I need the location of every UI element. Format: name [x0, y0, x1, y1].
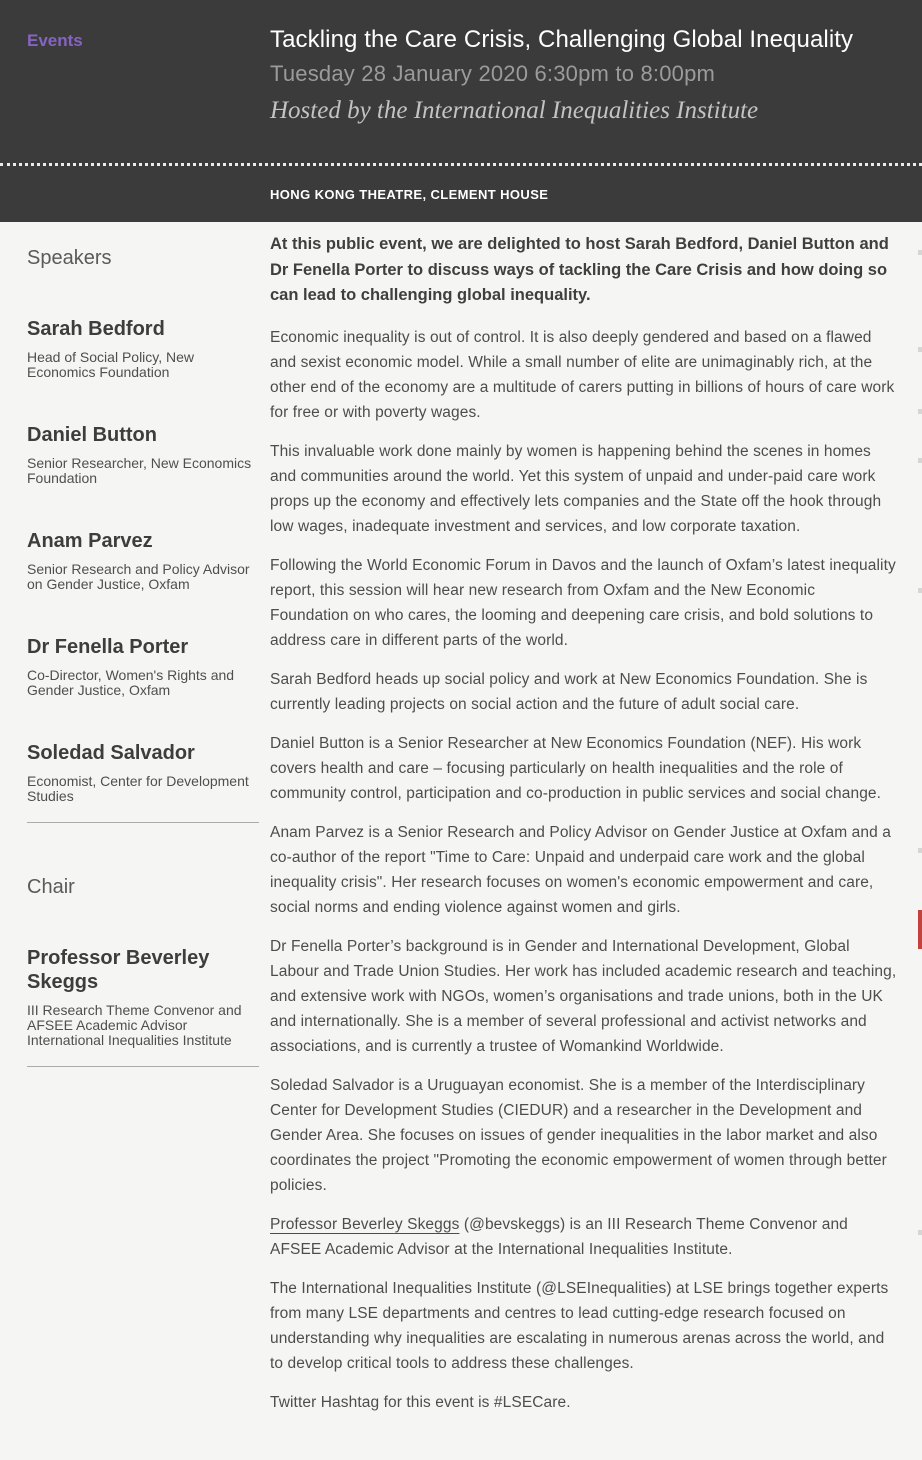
speaker-name: Dr Fenella Porter [27, 636, 189, 658]
paragraph: Following the World Economic Forum in Davos and the launch of Oxfam’s latest inequality report, this session will hear new research from Oxfam and the New Economic Foundation on who cares, the looming and deepening care crisis, and bold solutions to address care in different parts of the world. [270, 556, 896, 649]
paragraph: Daniel Button is a Senior Researcher at New Economics Foundation (NEF). His work covers health and care – focusing particularly on health inequalities and the role of community control, participation and co-production in public services and social change. [270, 734, 882, 802]
edge-tick [918, 347, 922, 352]
speakers-heading: Speakers [27, 247, 112, 269]
speaker-name: Sarah Bedford [27, 318, 165, 340]
speaker-item-fenella-porter [27, 636, 259, 698]
chair-heading: Chair [27, 876, 75, 898]
event-header [0, 0, 922, 222]
beverley-skeggs-link[interactable]: Professor Beverley Skeggs [270, 1215, 460, 1233]
speaker-name: Daniel Button [27, 424, 157, 446]
chair-bio-text: (@bevskeggs) is an III Research Theme Convenor and AFSEE Academic Advisor at the International Inequalities Institute. [270, 1215, 848, 1258]
paragraph: Soledad Salvador is a Uruguayan economist. She is a member of the Interdisciplinary Center for Development Studies (CIEDUR) and a researcher in the Development and Gender Area. She focuses on issues of gender inequalities in the labor market and also coordinates the project "Promoting the economic empowerment of women through better policies. [270, 1076, 887, 1194]
chair-name: Professor Beverley Skeggs [27, 947, 210, 993]
speaker-name: Anam Parvez [27, 530, 153, 552]
paragraph-chair-bio [270, 1212, 897, 1262]
speakers-sidebar [27, 247, 259, 1067]
events-breadcrumb-link[interactable]: Events [27, 31, 83, 50]
paragraph: Anam Parvez is a Senior Research and Policy Advisor on Gender Justice at Oxfam and a co-author of the report "Time to Care: Unpaid and underpaid care work and the global inequality crisis". Her research focuses on women's economic empowerment and care, social norms and ending violence against women and girls. [270, 823, 891, 916]
edge-tick [918, 588, 922, 593]
speaker-role: Senior Research and Policy Advisor on Gender Justice, Oxfam [27, 561, 250, 592]
speaker-item-sarah-bedford [27, 318, 259, 380]
chair-role-title: III Research Theme Convenor and AFSEE Academic Advisor [27, 1002, 242, 1033]
dotted-separator [0, 163, 922, 166]
chair-role-affiliation: International Inequalities Institute [27, 1032, 232, 1048]
event-description [270, 232, 897, 1429]
speaker-item-anam-parvez [27, 530, 259, 592]
edge-tick [918, 458, 922, 463]
speaker-role: Co-Director, Women's Rights and Gender Justice, Oxfam [27, 667, 235, 698]
chair-item-beverley-skeggs [27, 946, 259, 1048]
speaker-item-daniel-button [27, 424, 259, 486]
paragraph: Dr Fenella Porter’s background is in Gender and International Development, Global Labour and Trade Union Studies. Her work has included academic research and teaching, and extensive work with NGOs, women’s organisations and trade unions, both in the UK and internationally. She is a member of several professional and activist networks and associations, and is currently a trustee of Womankind Worldwide. [270, 937, 897, 1055]
event-datetime: Tuesday 28 January 2020 6:30pm to 8:00pm [270, 61, 716, 86]
scrollbar-red-marker [918, 910, 922, 949]
event-intro: At this public event, we are delighted to host Sarah Bedford, Daniel Button and Dr Fenella Porter to discuss ways of tackling the Care Crisis and how doing so can lead to challenging global inequality. [270, 235, 889, 304]
sidebar-divider [27, 822, 259, 823]
event-host-line: Hosted by the International Inequalities Institute [270, 97, 759, 124]
paragraph: Sarah Bedford heads up social policy and work at New Economics Foundation. She is currently leading projects on social action and the future of adult social care. [270, 670, 868, 713]
paragraph: The International Inequalities Institute (@LSEInequalities) at LSE brings together experts from many LSE departments and centres to lead cutting-edge research focused on understanding why inequalities are escalating in numerous arenas across the world, and to develop critical tools to address these challenges. [270, 1279, 889, 1372]
paragraph: This invaluable work done mainly by women is happening behind the scenes in homes and communities around the world. Yet this system of unpaid and under-paid care work props up the economy and effectively lets companies and the State off the hook through low wages, inadequate investment and services, and low corporate taxation. [270, 442, 882, 535]
paragraph-twitter-hashtag: Twitter Hashtag for this event is #LSECare. [270, 1393, 571, 1411]
speaker-role: Economist, Center for Development Studies [27, 773, 249, 804]
edge-tick [918, 250, 922, 255]
speaker-name: Soledad Salvador [27, 742, 195, 764]
edge-tick [918, 1230, 922, 1235]
paragraph: Economic inequality is out of control. It is also deeply gendered and based on a flawed and sexist economic model. While a small number of elite are unimaginably rich, at the other end of the economy are a multitude of carers putting in billions of hours of care work for free or with poverty wages. [270, 328, 895, 421]
chair-role [27, 1003, 259, 1048]
sidebar-divider [27, 1066, 259, 1067]
event-title: Tackling the Care Crisis, Challenging Global Inequality [270, 26, 854, 53]
edge-tick [918, 848, 922, 853]
speaker-role: Head of Social Policy, New Economics Foundation [27, 349, 195, 380]
venue-label: HONG KONG THEATRE, CLEMENT HOUSE [270, 187, 549, 202]
speaker-item-soledad-salvador [27, 742, 259, 804]
speaker-role: Senior Researcher, New Economics Foundation [27, 455, 252, 486]
edge-tick [918, 409, 922, 414]
